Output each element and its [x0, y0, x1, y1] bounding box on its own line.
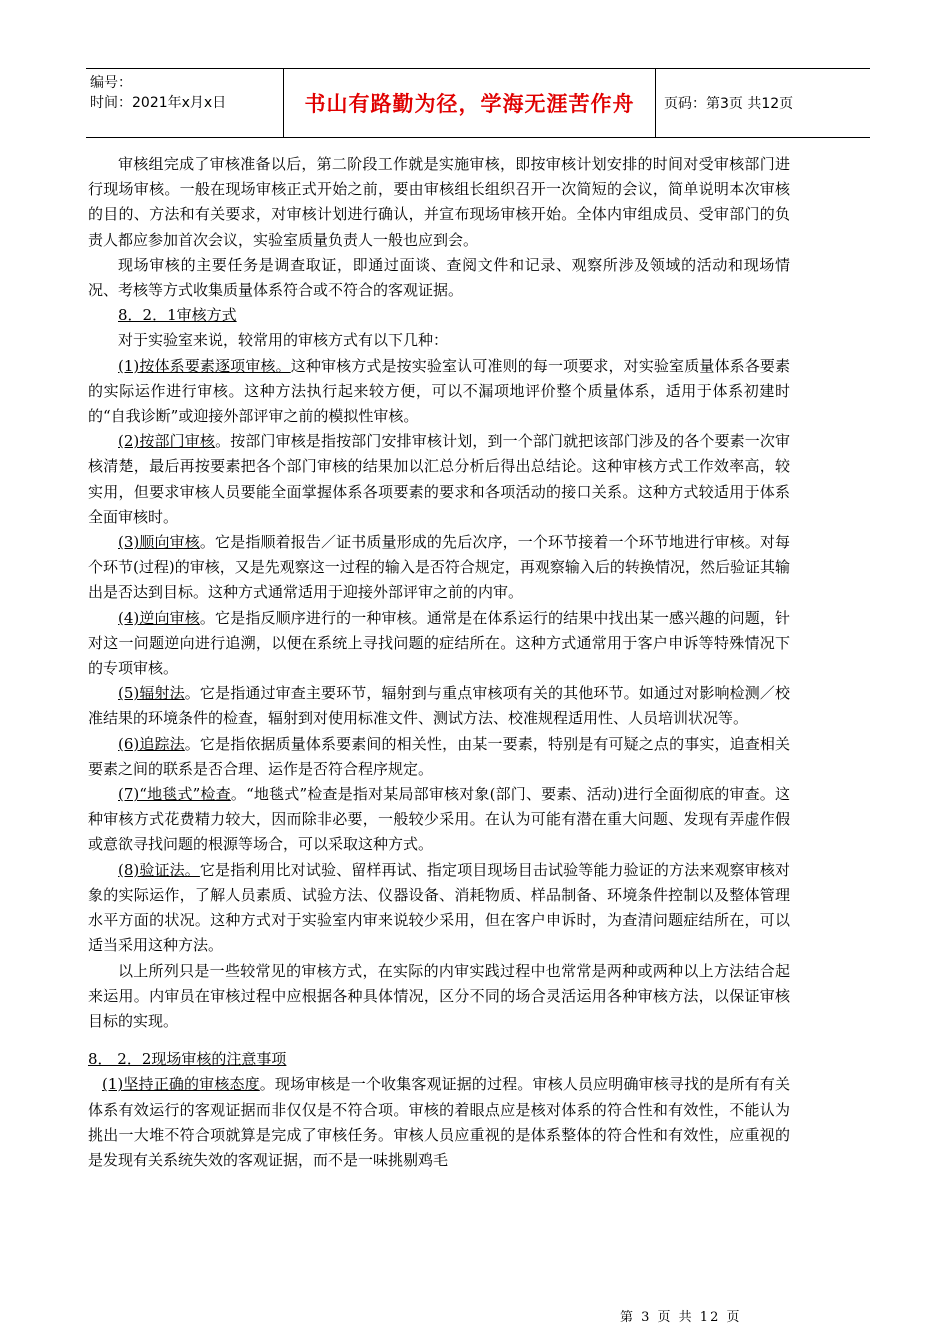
document-number-label: 编号：: [90, 75, 132, 91]
method-title: (3)顺向审核: [118, 533, 200, 552]
method-text: 它是指利用比对试验、留样再试、指定项目现场目击试验等能力验证的方法来观察审核对象的实际运作，了解人员素质、试验方法、仪器设备、消耗物质、样品制备、环境条件控制以及整体管理水平方面的状况。这种方式对于实验室内审来说较少采用，但在客户申诉时，为查清问题症结所在，可以适当采用这种方法。: [88, 860, 790, 955]
page-header: [86, 68, 870, 138]
method-item: [88, 429, 790, 530]
section-heading: [88, 1047, 790, 1072]
method-item: [88, 681, 790, 731]
note-text: 。现场审核是一个收集客观证据的过程。审核人员应明确审核寻找的是所有有关体系有效运行的客观证据而非仅仅是不符合项。审核的着眼点应是核对体系的符合性和有效性，不能认为挑出一大堆不符合项就算是完成了审核任务。审核人员应重视的是体系整体的符合性和有效性，应重视的是发现有关系统失效的客观证据，而不是一味挑剔鸡毛: [88, 1075, 790, 1169]
method-item: [88, 606, 790, 682]
section-heading-text: 8． 2．2现场审核的注意事项: [88, 1050, 287, 1069]
method-title: (5)辐射法: [118, 684, 185, 703]
document-body: [88, 152, 790, 1173]
method-text: 。它是指依据质量体系要素间的相关性，由某一要素，特别是有可疑之点的事实，追查相关要素之间的联系是否合理、运作是否符合程序规定。: [88, 734, 791, 778]
method-title: (6)追踪法: [118, 734, 185, 753]
method-title: (7)“地毯式”检查: [118, 785, 231, 804]
method-text: 。它是指顺着报告／证书质量形成的先后次序，一个环节接着一个环节地进行审核。对每个环节(过程)的审核，又是先观察这一过程的输入是否符合规定，再观察输入后的转换情况，然后验证其输出是否达到目标。这种方式通常适用于迎接外部评审之前的内审。: [88, 533, 790, 602]
method-item: [88, 858, 790, 959]
method-title: (2)按部门审核: [118, 432, 216, 451]
method-text: 。“地毯式”检查是指对某局部审核对象(部门、要素、活动)进行全面彻底的审查。这种审核方式花费精力较大，因而除非必要，一般较少采用。在认为可能有潜在重大问题、发现有弄虚作假或意欲寻找问题的根源等场合，可以采取这种方式。: [88, 785, 790, 854]
method-title: (8)验证法。: [118, 860, 200, 879]
method-text: 。它是指反顺序进行的一种审核。通常是在体系运行的结果中找出某一感兴趣的问题，针对这一问题逆向进行追溯，以便在系统上寻找问题的症结所在。这种方式通常用于客户申诉等特殊情况下的专项审核。: [88, 608, 790, 678]
document-date-label: 时间：2021年x月x日: [90, 95, 227, 111]
header-meta: [86, 69, 284, 137]
page-footer: 第 3 页 共 12 页: [620, 1310, 742, 1325]
method-item: [88, 530, 790, 606]
note-title: (1)坚持正确的审核态度: [102, 1075, 260, 1094]
method-item: [88, 354, 790, 430]
paragraph: 审核组完成了审核准备以后，第二阶段工作就是实施审核，即按审核计划安排的时间对受审核部门进行现场审核。一般在现场审核正式开始之前，要由审核组长组织召开一次简短的会议，简单说明本次审核的目的、方法和有关要求，对审核计划进行确认，并宣布现场审核开始。全体内审组成员、受审部门的负责人都应参加首次会议，实验室质量负责人一般也应到会。: [88, 155, 790, 249]
method-text: 。按部门审核是指按部门安排审核计划，到一个部门就把该部门涉及的各个要素一次审核清楚，最后再按要素把各个部门审核的结果加以汇总分析后得出总结论。这种审核方式工作效率高，较实用，但要求审核人员要能全面掌握体系各项要素的要求和各项活动的接口关系。这种方式较适用于体系全面审核时。: [88, 432, 791, 526]
paragraph: 现场审核的主要任务是调查取证，即通过面谈、查阅文件和记录、观察所涉及领域的活动和现场情况、考核等方式收集质量体系符合或不符合的客观证据。: [88, 255, 790, 300]
header-page-number: 页码：第3页 共12页: [664, 96, 794, 112]
method-text: 这种审核方式是按实验室认可准则的每一项要求，对实验室质量体系各要素的实际运作进行审核。这种方法执行起来较方便，可以不漏项地评价整个质量体系，适用于体系初建时的“自我诊断”或迎接外部评审之前的模拟性审核。: [88, 356, 790, 426]
method-title: (1)按体系要素逐项审核。: [118, 356, 291, 375]
section-heading: [88, 303, 790, 328]
header-motto: 书山有路勤为径，学海无涯苦作舟: [284, 69, 656, 137]
method-item: [88, 732, 790, 782]
paragraph: 以上所列只是一些较常见的审核方式，在实际的内审实践过程中也常常是两种或两种以上方法结合起来运用。内审员在审核过程中应根据各种具体情况，区分不同的场合灵活运用各种审核方法，以保证审核目标的实现。: [88, 961, 790, 1030]
method-title: (4)逆向审核: [118, 608, 200, 627]
section-heading-text: 8．2．1审核方式: [118, 306, 237, 325]
method-text: 。它是指通过审查主要环节，辐射到与重点审核项有关的其他环节。如通过对影响检测／校准结果的环境条件的检查，辐射到对使用标准文件、测试方法、校准规程适用性、人员培训状况等。: [88, 684, 791, 728]
note-item: [88, 1072, 790, 1173]
paragraph: 对于实验室来说，较常用的审核方式有以下几种：: [118, 331, 449, 350]
method-item: [88, 782, 790, 858]
